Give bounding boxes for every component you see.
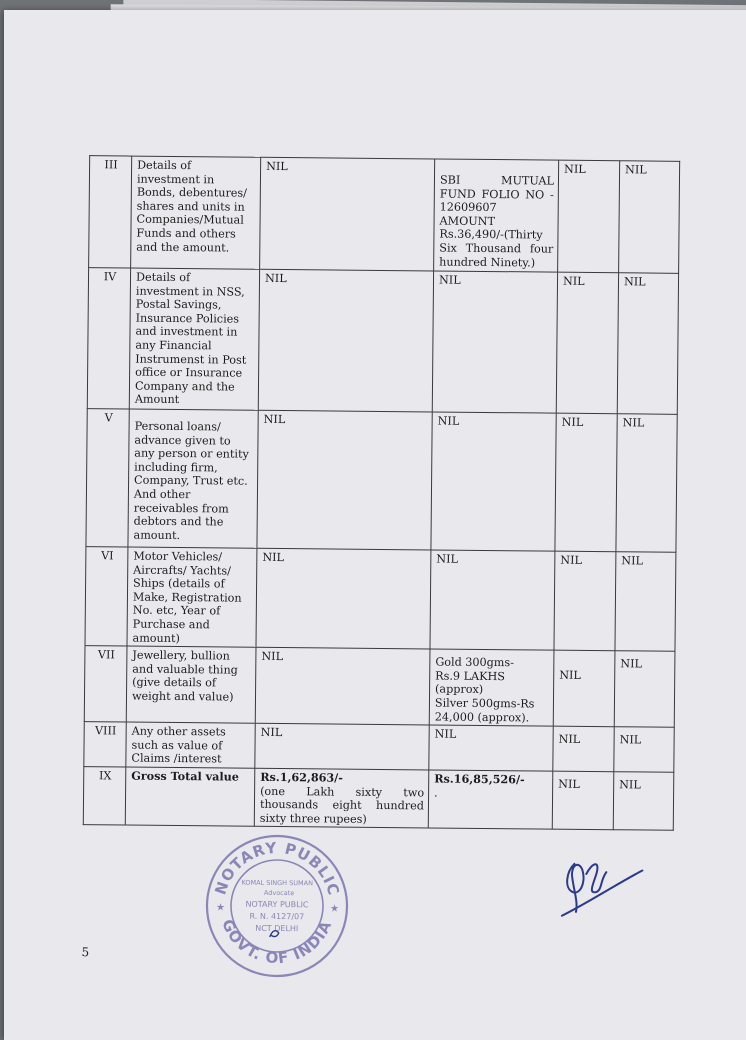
asset-description: Motor Vehicles/ Aircrafts/ Yachts/ Ships (details of Make, Registration No. etc, Year of Purchase and amount) [127,547,257,647]
value-cell: NIL [260,157,435,271]
value-cell: NIL [558,160,620,273]
asset-description: Personal loans/ advance given to any person or entity including firm, Company, Trust etc. And other receivables from debtors and the amount. [128,409,258,548]
stamp-top-text: NOTARY PUBLIC [211,838,343,898]
value-cell: NIL [258,269,433,412]
assets-table [83,155,680,831]
total-amount: Rs.1,62,863/- [260,769,344,785]
page-content [0,6,746,1037]
value-cell: NIL [553,726,614,771]
stamp-line: NOTARY PUBLIC [245,899,309,910]
table-row [85,547,676,652]
stamp-line: R. N. 4127/07 [249,911,305,922]
gross-total-movable [254,768,429,828]
jewellery-line: Rs.9 LAKHS [435,669,505,683]
document-page [4,10,746,1040]
stamp-line: Advocate [263,888,295,898]
total-amount-words: (one Lakh sixty two thousands eight hundred sixty three rupees) [259,784,425,826]
value-cell: NIL [555,413,617,552]
value-cell: NIL [619,161,680,274]
value-cell: NIL [617,273,678,415]
value-cell: NIL [256,548,431,649]
value-cell: NIL [257,410,432,550]
value-cell: NIL [432,271,557,413]
serial-number: VII [84,646,127,722]
value-cell: NIL [614,651,675,728]
table-row [89,156,680,274]
star-icon: ★ [215,902,226,914]
value-cell: NIL [431,412,556,551]
asset-description: Any other assets such as value of Claims /interest [126,722,255,768]
stamp-bottom-text: GOVT. OF INDIA [218,916,336,968]
gross-total-label: Gross Total value [125,767,255,827]
value-cell: NIL [613,772,674,831]
table-row [87,268,678,415]
jewellery-line: (approx) [435,682,484,697]
value-cell: NIL [255,647,430,725]
stamp-line: KOMAL SINGH SUMAN [241,878,313,888]
value-cell: NIL [614,727,674,772]
value-cell: NIL [554,551,616,651]
gross-total-spouse [428,770,553,830]
value-cell: SBI MUTUAL FUND FOLIO NO - 12609607 AMOUNT Rs.36,490/-(Thirty Six Thousand four hundred Ninety.) [434,159,559,272]
asset-description: Details of investment in NSS, Postal Savings, Insurance Policies and investment in any Financial Instrumenst in Post office or Insurance Company and the Amount [129,268,259,410]
value-cell: NIL [255,723,429,769]
stamp-line: NCT DELHI [255,923,299,934]
value-cell: NIL [552,771,614,830]
value-cell: NIL [429,725,553,771]
jewellery-line: Gold 300gms- [435,655,515,670]
total-amount: Rs.16,85,526/- [434,771,525,787]
asset-description: Jewellery, bullion and valuable thing (give details of weight and value) [126,646,256,723]
value-cell: NIL [430,550,555,650]
asset-description: Details of investment in Bonds, debentures/ shares and units in Companies/Mutual Funds and others and the amount. [131,156,261,269]
serial-number: IX [83,767,126,826]
value-cell: NIL [616,414,677,553]
serial-number: VI [85,547,128,647]
table-row-total [83,767,674,831]
jewellery-line: 24,000 (approx). [434,710,530,724]
star-icon: ★ [329,903,339,915]
signature-stroke [586,864,606,892]
signature [556,844,653,923]
serial-number: III [89,156,132,268]
page-number: 5 [81,945,90,960]
jewellery-line: Silver 500gms-Rs [434,696,535,711]
notary-stamp [203,832,350,979]
table-row [86,409,677,553]
serial-number: IV [87,268,130,409]
table-row [84,646,675,728]
value-cell: NIL [615,552,676,652]
value-cell: NIL [556,272,618,414]
serial-number: VIII [84,722,126,767]
trailing-mark: . [434,785,438,800]
table-row [84,722,674,772]
value-cell: NIL [553,650,615,727]
serial-number: V [86,409,129,547]
jewellery-details [429,649,554,726]
